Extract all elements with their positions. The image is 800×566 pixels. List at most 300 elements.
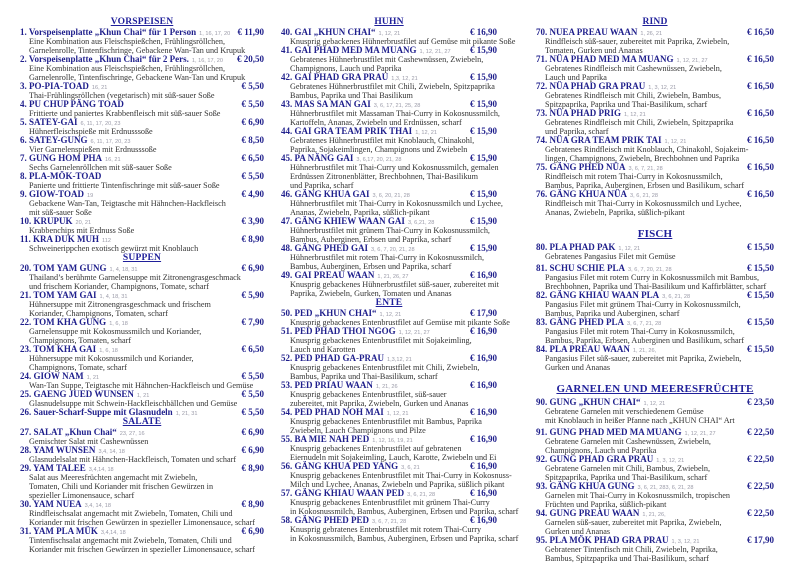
item-number: 80. <box>536 242 548 252</box>
allergen-codes: 3, 6,17, 20, 21, 28 <box>356 157 402 163</box>
menu-item[interactable] <box>281 515 519 543</box>
item-description-line: Hühnerbrustfilet mit grünem Thai-Curry in Kokosnussmilch, <box>290 226 490 235</box>
item-number: 58. <box>281 515 293 525</box>
menu-item-title <box>281 244 368 253</box>
allergen-codes: 1, 12, 21 <box>618 246 641 252</box>
allergen-codes: 3,4,14, 18 <box>100 530 126 536</box>
section-title-fisch: FISCH <box>637 228 673 240</box>
allergen-codes: 3, 6, 7, 21, 28 <box>372 519 407 525</box>
item-number: 28. <box>20 445 32 455</box>
menu-item[interactable] <box>20 291 264 318</box>
menu-item-title <box>536 345 630 354</box>
menu-item-header <box>536 243 774 252</box>
item-description-line: Bambus, Auberginen, Erbsen und Paprika, scharf <box>290 262 452 271</box>
item-name: TOM YAM GAI <box>33 290 97 300</box>
menu-item-title <box>20 464 86 473</box>
menu-item-title <box>20 190 84 199</box>
item-name: PED PHAD GA-PRAU <box>294 353 384 363</box>
item-number: 2. <box>20 54 27 64</box>
item-price: € 20,50 <box>237 54 264 64</box>
item-price: € 15,50 <box>747 242 774 252</box>
allergen-codes: 1, 21, 26, 27 <box>377 274 409 280</box>
item-name: SATEY-GAI <box>29 117 78 127</box>
item-name: BA MIE NAH PED <box>294 434 370 444</box>
item-description-line: Salat aus Meeresfrüchten angemacht mit Zwiebeln, <box>29 473 198 482</box>
menu-item-title <box>20 446 95 455</box>
item-description-line: Rindfleisch süß-sauer, zubereitet mit Paprika, Zwiebeln, <box>545 37 730 46</box>
allergen-codes: 3, 6, 21, 28 <box>662 294 691 300</box>
item-name: PLA MÖK PHAD GRA PRAU <box>549 535 669 545</box>
menu-item[interactable] <box>281 308 510 327</box>
menu-item[interactable] <box>536 536 774 563</box>
allergen-codes: 1, 12, 21, 27 <box>676 58 708 64</box>
item-description-line: Sechs Garnelenröllchen mit süß-sauer Soße <box>29 163 172 172</box>
allergen-codes: 1, 26, 21 <box>640 31 663 37</box>
allergen-codes: 1, 3, 12, 21 <box>656 458 685 464</box>
item-price: € 8,90 <box>241 463 264 473</box>
menu-item[interactable] <box>20 55 264 82</box>
item-price: € 16,90 <box>470 326 497 336</box>
menu-item-title <box>281 489 404 498</box>
menu-item-title <box>536 109 621 118</box>
menu-item-title <box>281 217 405 226</box>
allergen-codes: 1, 12, 21 <box>643 401 666 407</box>
menu-item-title <box>20 82 89 91</box>
menu-item[interactable] <box>281 381 497 408</box>
allergen-codes: 3,4, 14, 18 <box>84 503 112 509</box>
menu-item[interactable] <box>536 136 774 163</box>
item-description-line: Hühnerbrustfilet mit rotem Thai-Curry in Kokosnussmilch, <box>290 253 485 262</box>
item-description-line: Rindfleischsalat angemacht mit Zwiebeln, Tomaten, Chili und <box>29 509 233 518</box>
item-price: € 16,90 <box>470 461 497 471</box>
menu-item-header <box>20 345 264 354</box>
item-price: € 15,90 <box>470 189 497 199</box>
item-price: € 16,50 <box>747 135 774 145</box>
item-description-line: Rindfleisch mit rotem Thai-Curry in Kokosnussmilch, <box>545 172 723 181</box>
item-price: € 6,90 <box>241 427 264 437</box>
item-description-line: Hühnerbrustfilet mit Massaman Thai-Curry in Kokosnussmilch, <box>290 109 500 118</box>
menu-item[interactable] <box>281 154 497 190</box>
menu-item-header <box>20 55 264 64</box>
item-name: GÄNG KHIAU WAAN PED <box>294 488 405 498</box>
menu-item-header <box>536 163 774 172</box>
item-price: € 6,90 <box>241 263 264 273</box>
allergen-codes: 1, 16, 17, 20 <box>191 58 223 64</box>
item-description-line: Tintenfischsalat angemacht mit Zwiebeln, Tomaten, Chili und <box>29 536 232 545</box>
menu-item[interactable] <box>20 217 264 235</box>
menu-item[interactable] <box>536 291 774 318</box>
item-description-line: Gebratene Garnelen mit Chili, Bambus, Zwiebeln, <box>545 464 711 473</box>
item-description-line: Schweinerippchen exotisch gewürzt mit Knoblauch <box>29 244 199 253</box>
item-number: 24. <box>20 371 32 381</box>
item-number: 75. <box>536 162 548 172</box>
menu-item[interactable] <box>281 217 497 244</box>
item-price: € 15,90 <box>470 126 497 136</box>
menu-item[interactable] <box>536 482 774 509</box>
item-price: € 15,90 <box>470 99 497 109</box>
item-number: 45. <box>281 153 293 163</box>
item-description-line: und Paprika, scharf <box>545 127 609 136</box>
item-number: 52. <box>281 353 293 363</box>
item-name: PA NÄNG GAI <box>294 153 354 163</box>
item-description-line: Garnelen mit Thai-Curry in Kokosnussmilch, tropischen <box>545 491 730 500</box>
item-description-line: Gebratene Garnelen mit verschiedenem Gemüse <box>545 407 704 416</box>
allergen-codes: 1, 21, 26, <box>642 512 666 518</box>
menu-item-header <box>20 217 264 226</box>
item-description-line: Gebratene Garnelen mit Cashewnüssen, Zwiebeln, <box>545 437 711 446</box>
item-description-line: Bambus, Paprika und Thai Basilikum <box>290 91 413 100</box>
item-number: 53. <box>281 380 293 390</box>
item-description-line: Thai-Frühlingsröllchen (vegetarisch) mit süß-sauer Soße <box>29 91 215 100</box>
item-price: € 16,90 <box>470 488 497 498</box>
menu-item-header <box>20 428 264 437</box>
item-description-line: mit süß-sauer Soße <box>29 208 92 217</box>
item-description-line: Gebratener Tintenfisch mit Chili, Zwiebeln, Paprika, <box>545 545 718 554</box>
item-description-line: und frischem Koriander, Champignons, Tomate, scharf <box>29 282 209 291</box>
item-price: € 22,50 <box>747 508 774 518</box>
item-price: € 16,50 <box>747 27 774 37</box>
item-price: € 5,50 <box>241 407 264 417</box>
menu-item[interactable] <box>536 243 774 261</box>
section-title-huhn: HUHN <box>374 17 404 27</box>
item-number: 48. <box>281 243 293 253</box>
menu-item[interactable] <box>281 127 497 154</box>
item-price: € 17,90 <box>747 535 774 545</box>
menu-item[interactable] <box>536 398 774 425</box>
item-description-line: Knusprig gebackenes Entenbrustfilet mit Chili, Zwiebeln, <box>290 363 480 372</box>
item-description-line: Brechbohnen, Paprika und Thai-Basilikum und Kaffirblätter, scharf <box>545 282 767 291</box>
allergen-codes: 1,3,12, 21 <box>387 357 412 363</box>
item-description-line: Gebratenes Rindfleisch mit Chili, Zwiebeln, Spitzpaprika <box>545 118 734 127</box>
item-name: GUNG HOM PHA <box>29 153 102 163</box>
item-description-line: Bambus, Paprika, Erbsen, Auberginen und Basilikum, scharf <box>545 336 745 345</box>
menu-item-title <box>281 381 373 390</box>
menu-item[interactable] <box>20 28 264 55</box>
item-description-line: Bambus, Paprika und Auberginen, scharf <box>545 309 680 318</box>
menu-item[interactable] <box>20 345 264 372</box>
menu-item[interactable] <box>20 118 264 136</box>
section-title-vorspeisen: VORSPEISEN <box>110 17 174 27</box>
menu-column-middle <box>281 17 519 543</box>
menu-item-header <box>20 527 264 536</box>
menu-item[interactable] <box>20 428 264 446</box>
allergen-codes: 23, 27, 16 <box>119 431 145 437</box>
menu-item[interactable] <box>281 73 497 100</box>
menu-item[interactable] <box>536 455 774 482</box>
item-description-line: Erdnüssen Zitronenblätter, Brechbohnen, Thai-Basilikum <box>290 172 479 181</box>
menu-item-title <box>281 462 398 471</box>
menu-item-title <box>536 55 674 64</box>
menu-item-title <box>20 390 134 399</box>
item-description-line: Pangasius Filet mit rotem Thai-Curry in Kokosnussmilch, <box>545 327 735 336</box>
item-description-line: Paprika, Zwiebeln, Gurken, Tomaten und Ananas <box>290 289 452 298</box>
menu-item-title <box>281 46 417 55</box>
item-price: € 6,90 <box>241 117 264 127</box>
menu-item[interactable] <box>281 408 497 435</box>
item-description-line: Hühnerfleischspieße mit Erdnusssoße <box>29 127 153 136</box>
menu-item[interactable] <box>281 46 497 73</box>
menu-item-title <box>536 291 659 300</box>
menu-item[interactable] <box>20 408 264 417</box>
menu-item[interactable] <box>20 154 264 172</box>
item-number: 50. <box>281 308 293 318</box>
menu-item[interactable] <box>281 271 497 298</box>
item-name: NUEA PREAU WAAN <box>549 27 638 37</box>
item-description-line: Eine Kombination aus Fleischspießchen, Frühlingsröllchen, <box>29 64 226 73</box>
item-description-line: Bambus, Spitzpaprika und Thai-Basilikum, scharf <box>545 554 710 563</box>
item-price: € 16,90 <box>470 380 497 390</box>
menu-item-header <box>281 100 497 109</box>
item-description-line: Champignons, Tomaten, scharf <box>29 336 132 345</box>
menu-item-title <box>536 243 615 252</box>
item-number: 83. <box>536 317 548 327</box>
item-description-line: Pangasius Filet süß-sauer, zubereitet mit Paprika, Zwiebeln, <box>545 354 742 363</box>
item-price: € 15,90 <box>470 153 497 163</box>
item-price: € 8,50 <box>241 135 264 145</box>
item-description-line: Hühnerbrustfilet mit Thai-Curry und Kokosnussmilch, gemalen <box>290 163 499 172</box>
menu-item-title <box>536 536 669 545</box>
menu-item[interactable] <box>536 28 774 55</box>
menu-item[interactable] <box>536 318 774 345</box>
allergen-codes: 3, 6, 7, 21, 28 <box>628 166 663 172</box>
allergen-codes: 1, 4, 18, 31 <box>99 294 128 300</box>
menu-item[interactable] <box>281 435 497 462</box>
item-description-line: Hühnersuppe mit Kokosnussmilch und Koriander, <box>29 354 194 363</box>
item-price: € 16,90 <box>470 434 497 444</box>
menu-item[interactable] <box>281 189 503 217</box>
item-name: KRA DUK MUH <box>33 234 100 244</box>
allergen-codes: 20, 21 <box>75 220 92 226</box>
item-name: GAI PHAD GRA PRAU <box>294 72 389 82</box>
menu-item-title <box>20 100 124 109</box>
menu-item-title <box>20 235 99 244</box>
menu-item-header <box>20 500 264 509</box>
item-name: YAM TALEE <box>33 463 86 473</box>
menu-item-title <box>20 118 78 127</box>
item-description-line: in Kokosnussmilch, Bambus, Auberginen, Erbsen und Paprika, scharf <box>290 534 519 543</box>
item-name: PED PHAD THOI NGOG <box>294 326 396 336</box>
allergen-codes: 6, 11, 17, 20, 23 <box>80 121 121 127</box>
menu-item[interactable] <box>20 190 264 217</box>
item-name: GÄNG PHED GAI <box>294 243 369 253</box>
item-name: GIOW-TOAD <box>29 189 85 199</box>
menu-item[interactable] <box>20 446 264 464</box>
allergen-codes: 1, 12, 21 <box>378 31 401 37</box>
item-description-line: spezieller Limonensauce, scharf <box>29 491 135 500</box>
menu-item[interactable] <box>536 55 774 82</box>
menu-item-title <box>281 271 374 280</box>
spacer <box>536 372 774 378</box>
menu-item-title <box>281 28 376 37</box>
menu-item-header <box>20 264 264 273</box>
item-price: € 16,50 <box>747 81 774 91</box>
item-number: 6. <box>20 135 27 145</box>
item-description-line: Wan-Tan Suppe, Teigtasche mit Hähnchen-Hackfleisch und Gemüse <box>29 381 254 390</box>
menu-item[interactable] <box>20 318 264 345</box>
item-name: PLA PREAU WAAN <box>549 344 630 354</box>
menu-item-title <box>536 509 639 518</box>
item-number: 92. <box>536 454 548 464</box>
item-number: 46. <box>281 189 293 199</box>
menu-item-header <box>536 398 774 407</box>
item-number: 47. <box>281 216 293 226</box>
item-description-line: Gebratenes Rindfleisch mit Knoblauch, Chinakohl, Sojakeim- <box>545 145 749 154</box>
item-description-line: Tomaten, Gurken und Ananas <box>545 46 643 55</box>
item-number: 31. <box>20 526 32 536</box>
menu-item-header <box>536 455 774 464</box>
menu-item-header <box>20 28 264 37</box>
allergen-codes: 1, 16, 17, 20 <box>199 31 231 37</box>
menu-item-header <box>536 345 774 354</box>
item-price: € 8,90 <box>241 499 264 509</box>
allergen-codes: 1, 12, 21, 27 <box>419 49 451 55</box>
menu-item-header <box>281 354 497 363</box>
item-description-line: Milch und Lychee, Ananas, Zwiebeln und Paprika, süßlich pikant <box>290 480 505 489</box>
menu-item-title <box>281 327 396 336</box>
menu-item[interactable] <box>536 109 774 136</box>
item-description-line: Garnelenrolle, Tintenfischringe, Gebackene Wan-Tan und Krupuk <box>29 73 246 82</box>
menu-item[interactable] <box>281 488 519 516</box>
menu-item-header <box>281 190 497 199</box>
allergen-codes: 1, 12, 21, 27 <box>398 330 430 336</box>
allergen-codes: 1, 21, 31 <box>175 411 198 417</box>
item-description-line: Koriander mit frischen Gewürzen in spezieller Limonensauce, scharf <box>29 518 255 527</box>
item-price: € 7,90 <box>241 317 264 327</box>
menu-item[interactable] <box>281 99 500 127</box>
menu-item-header <box>20 154 264 163</box>
item-description-line: Knusprig gebackenes Entenbrustfilet mit Thai-Curry in Kokosnuss- <box>290 471 512 480</box>
menu-item-title <box>20 28 196 37</box>
item-name: Vorspeisenplatte „Khun Chai“ für 1 Person <box>28 27 197 37</box>
item-number: 74. <box>536 135 548 145</box>
menu-item[interactable] <box>20 372 264 390</box>
spacer <box>536 217 774 223</box>
menu-item-title <box>536 318 624 327</box>
item-price: € 15,50 <box>747 263 774 273</box>
item-number: 3. <box>20 81 27 91</box>
menu-item[interactable] <box>20 136 264 154</box>
menu-item-header <box>536 264 774 273</box>
item-description-line: Rindfleisch mit Thai-Curry in Kokosnussmilch und Lychee, <box>545 199 742 208</box>
item-description-line: Koriander mit frischen Gewürzen in spezieller Limonensauce, scharf <box>29 545 255 554</box>
item-name: SCHU SCHIE PLA <box>549 263 626 273</box>
allergen-codes: 1, 12, 21 <box>624 112 646 118</box>
allergen-codes: 3, 6, 21, 28 <box>407 492 436 498</box>
menu-item-header <box>281 309 497 318</box>
allergen-codes: 3, 6,21, 28 <box>407 220 435 226</box>
menu-item-header <box>536 136 774 145</box>
menu-item-title <box>281 73 388 82</box>
menu-item[interactable] <box>536 163 774 190</box>
item-number: 42. <box>281 72 293 82</box>
menu-item-title <box>536 190 627 199</box>
item-name: GÄNG PHED PLA <box>549 317 625 327</box>
item-number: 29. <box>20 463 32 473</box>
menu-item-title <box>536 82 645 91</box>
item-price: € 15,90 <box>470 72 497 82</box>
menu-item[interactable] <box>20 100 264 118</box>
item-description-line: Pangasius Filet mit rotem Curry in Kokosnussmilch mit Bambus, <box>545 273 760 282</box>
menu-item-header <box>536 482 774 491</box>
item-price: € 6,90 <box>241 526 264 536</box>
menu-item-title <box>281 408 384 417</box>
menu-item-title <box>281 435 369 444</box>
menu-item[interactable] <box>536 345 774 372</box>
menu-item-header <box>536 28 774 37</box>
allergen-codes: 1, 21, 26, <box>632 348 657 354</box>
menu-item-title <box>536 455 653 464</box>
menu-item-title <box>20 318 106 327</box>
item-name: MAS SA MAN GAI <box>294 99 371 109</box>
menu-column-right <box>536 17 774 563</box>
allergen-codes: 1, 21, 26 <box>375 384 398 390</box>
menu-item[interactable] <box>20 82 264 100</box>
menu-item[interactable] <box>20 527 264 554</box>
menu-item[interactable] <box>536 82 774 109</box>
menu-item[interactable] <box>281 354 497 381</box>
item-description-line: Panierte und frittierte Tintenfischringe mit süß-sauer Soße <box>29 181 220 190</box>
item-description-line: Champignons, Lauch und Paprika <box>545 446 657 455</box>
item-price: € 16,90 <box>470 270 497 280</box>
menu-item[interactable] <box>20 172 264 190</box>
item-number: 23. <box>20 344 32 354</box>
menu-item-header <box>536 291 774 300</box>
menu-item[interactable] <box>281 27 516 46</box>
menu-item-title <box>536 428 682 437</box>
menu-item[interactable] <box>20 264 264 291</box>
item-price: € 5,50 <box>241 389 264 399</box>
item-name: NÜA PHAD PRIG <box>549 108 621 118</box>
item-description-line: Glasnudelsuppe mit Schwein-Hackfleischbällchen und Gemüse <box>29 399 238 408</box>
menu-item[interactable] <box>20 500 264 527</box>
allergen-codes: 3, 6, 21, 283, 6, 21, 28 <box>637 485 694 491</box>
item-number: 51. <box>281 326 293 336</box>
item-description-line: Früchten und Paprika, süßlich-pikant <box>545 500 667 509</box>
allergen-codes: 3, 6, 20, 21, 28 <box>372 193 410 199</box>
menu-item-header <box>20 172 264 181</box>
item-description-line: Eine Kombination aus Fleischspießchen, Frühlingsröllchen, <box>29 37 226 46</box>
menu-item-header <box>281 327 497 336</box>
section-title-suppen: SUPPEN <box>122 253 162 263</box>
menu-item[interactable] <box>281 461 512 489</box>
item-price: € 8,90 <box>241 234 264 244</box>
item-description-line: Knusprig gebackenes Hühnerbrustfilet auf Gemüse mit pikante Soße <box>290 37 516 46</box>
menu-item[interactable] <box>20 464 264 500</box>
item-description-line: zubereitet, mit Paprika, Zwiebeln, Gurken und Ananas <box>290 399 469 408</box>
item-number: 1. <box>20 27 27 37</box>
menu-item-title <box>20 527 98 536</box>
item-description-line: Gebratenes Rindfleisch mit Chili, Zwiebeln, Bambus, <box>545 91 721 100</box>
item-description-line: Knusprig gebackenes Entenbrustfilet mit grünem Thai-Curry <box>290 498 490 507</box>
menu-item[interactable] <box>20 390 264 408</box>
item-number: 95. <box>536 535 548 545</box>
menu-item[interactable] <box>20 235 264 253</box>
menu-item[interactable] <box>536 190 774 217</box>
menu-item[interactable] <box>536 264 774 291</box>
menu-item-header <box>20 118 264 127</box>
item-price: € 15,50 <box>747 344 774 354</box>
item-description-line: Knusprig gebackenes Entenbrustfilet, süß-sauer <box>290 390 447 399</box>
menu-item[interactable] <box>536 509 774 536</box>
menu-item[interactable] <box>536 428 774 455</box>
item-description-line: Garnelenrolle, Tintenfischringe, Gebackene Wan-Tan und Krupuk <box>29 46 246 55</box>
menu-item-title <box>536 136 662 145</box>
item-description-line: Ananas, Zwiebeln, Paprika, süßlich-pikant <box>545 208 685 217</box>
allergen-codes: 6, 11, 17, 20, 23 <box>90 139 131 145</box>
item-description-line: Champignons, Tomate, scharf <box>29 363 127 372</box>
menu-item[interactable] <box>281 244 497 271</box>
menu-item[interactable] <box>281 327 497 354</box>
